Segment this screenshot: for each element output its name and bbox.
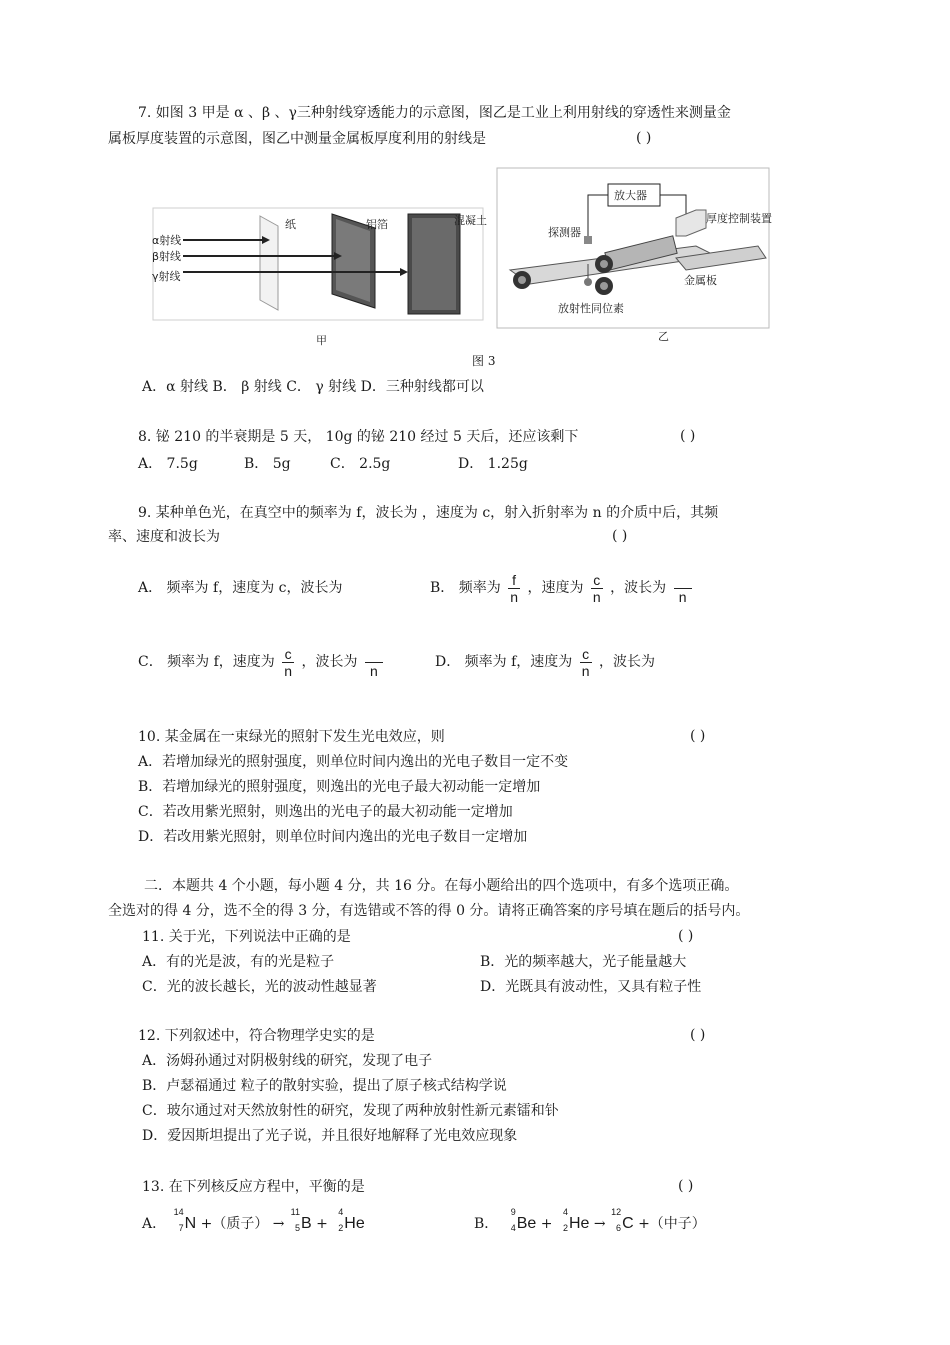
q9-c-freq-speed-label: C． 频率为 f，速度为 (138, 654, 275, 670)
q8-option-d: D． 1.25g (458, 456, 528, 472)
q12-option-b: B．卢瑟福通过 粒子的散射实验，提出了原子核式结构学说 (142, 1078, 507, 1094)
q8-answer-blank[interactable]: ( ) (680, 428, 696, 444)
foil-label: 铝箔 (366, 218, 388, 231)
element-symbol: N (184, 1215, 197, 1232)
atomic-number: 6 (616, 1223, 622, 1233)
denominator: n (370, 662, 378, 679)
q9-stem-line1: 9. 某种单色光，在真空中的频率为 f，波长为 ，速度为 c，射入折射率为 n 的介质中后，其频 (138, 505, 719, 521)
q11-option-c: C．光的波长越长，光的波动性越显著 (142, 979, 377, 995)
q9-d-speed-fraction (580, 646, 592, 679)
roller-left-axle (518, 276, 526, 284)
q9-b-freq-label: B． 频率为 (430, 580, 501, 596)
q11-option-b: B．光的频率越大，光子能量越大 (480, 954, 687, 970)
q13-b-product2: +（中子） (638, 1216, 706, 1232)
beta-label: β射线 (152, 250, 182, 263)
gamma-ray-arrow-icon (400, 268, 408, 276)
mass-number: 4 (338, 1207, 344, 1217)
q13-option-a (142, 1207, 365, 1234)
roller-bottom-axle (600, 282, 608, 290)
alpha-label: α射线 (152, 234, 182, 247)
nuclide-beryllium-9 (510, 1207, 537, 1234)
control-wire (660, 195, 686, 218)
q13-a-label: A． (142, 1216, 167, 1232)
plus-sign: + (316, 1216, 328, 1232)
q12-option-d: D．爱因斯坦提出了光子说，并且很好地解释了光电效应现象 (142, 1128, 518, 1144)
q12-option-c: C．玻尔通过对天然放射性的研究，发现了两种放射性新元素镭和钋 (142, 1103, 559, 1119)
q12-option-a: A．汤姆孙通过对阴极射线的研究，发现了电子 (142, 1053, 433, 1069)
denominator: n (678, 588, 687, 605)
q9-c-speed-fraction (282, 646, 294, 679)
nuclide-helium-4 (338, 1207, 365, 1234)
q8-option-a: A． 7.5g (138, 456, 198, 472)
mass-number: 9 (510, 1207, 516, 1217)
q13-answer-blank[interactable]: ( ) (678, 1178, 694, 1194)
atomic-number: 2 (338, 1223, 344, 1233)
q9-d-freq-speed-label: D． 频率为 f，速度为 (435, 654, 573, 670)
figure-jia (150, 200, 490, 350)
q13-stem: 13. 在下列核反应方程中，平衡的是 (142, 1179, 365, 1195)
reaction-arrow: → (593, 1216, 606, 1232)
q9-option-d (435, 640, 655, 684)
q7-answer-blank[interactable]: ( ) (636, 130, 652, 146)
element-symbol: He (344, 1215, 365, 1232)
figure-yi (496, 166, 776, 348)
q10-stem: 10. 某金属在一束绿光的照射下发生光电效应，则 (138, 729, 445, 745)
q9-d-wave-label: ，波长为 (599, 654, 656, 670)
nuclide-helium-4 (562, 1207, 590, 1234)
nuclide-boron-11 (290, 1207, 312, 1234)
element-symbol: He (568, 1215, 590, 1232)
q9-stem-line2: 率、速度和波长为 (108, 529, 220, 545)
figure-caption: 图 3 (472, 354, 496, 368)
q13-b-label: B． (474, 1216, 499, 1232)
q11-option-d: D．光既具有波动性，又具有粒子性 (480, 979, 702, 995)
amplifier-label: 放大器 (614, 189, 647, 202)
concrete-face (412, 218, 456, 310)
detector-label: 探测器 (548, 226, 581, 239)
q7-options: A．α 射线 B． β 射线 C． γ 射线 D．三种射线都可以 (142, 379, 484, 395)
nuclide-carbon-12 (611, 1207, 634, 1234)
isotope-label: 放射性同位素 (558, 302, 624, 315)
q9-option-a: A． 频率为 f，速度为 c，波长为 (138, 580, 343, 596)
q13-option-b (474, 1207, 706, 1234)
thickness-control-label: 厚度控制装置 (706, 212, 772, 225)
mass-number: 4 (562, 1207, 568, 1217)
q10-option-c: C．若改用紫光照射，则逸出的光电子的最大初动能一定增加 (138, 804, 513, 820)
concrete-label: 混凝土 (454, 214, 487, 227)
atomic-number: 7 (178, 1223, 184, 1233)
numerator: c (282, 646, 294, 663)
q12-stem: 12. 下列叙述中，符合物理学史实的是 (138, 1028, 375, 1044)
figure-yi-caption: 乙 (658, 330, 669, 343)
roller-top-axle (600, 260, 608, 268)
denominator: n (592, 588, 601, 605)
element-symbol: C (622, 1215, 634, 1232)
foil-face (336, 219, 370, 302)
q8-stem: 8. 铋 210 的半衰期是 5 天， 10g 的铋 210 经过 5 天后，还应该剩下 (138, 429, 579, 445)
numerator: c (580, 646, 592, 663)
q8-option-c: C． 2.5g (330, 456, 391, 472)
numerator: c (591, 572, 603, 589)
q9-b-speed-label: ，速度为 (527, 580, 584, 596)
section2-instructions-line1: 二．本题共 4 个小题，每小题 4 分，共 16 分。在每小题给出的四个选项中，有多个选项正确。 (144, 878, 739, 894)
q9-b-speed-fraction (591, 572, 603, 605)
paper-label: 纸 (285, 218, 296, 231)
q8-option-b: B． 5g (244, 456, 291, 472)
q9-c-wave-label: ，波长为 (301, 654, 358, 670)
plus-sign: + (540, 1216, 553, 1232)
q13-a-reactant2: +（质子） (200, 1216, 269, 1232)
thickness-control-device (676, 210, 706, 236)
q10-option-a: A．若增加绿光的照射强度，则单位时间内逸出的光电子数目一定不变 (138, 754, 569, 770)
section2-instructions-line2: 全选对的得 4 分，选不全的得 3 分，有选错或不答的得 0 分。请将正确答案的序号填在题后的括号内。 (108, 903, 750, 919)
detector-wire (588, 195, 608, 236)
atomic-number: 5 (294, 1223, 300, 1233)
q10-answer-blank[interactable]: ( ) (690, 728, 706, 744)
q7-stem-line1: 7. 如图 3 甲是 α 、β 、γ三种射线穿透能力的示意图，图乙是工业上利用射线的穿透性来测量金 (138, 105, 731, 121)
paper-sheet (260, 216, 278, 310)
q9-b-wave-fraction (674, 572, 692, 605)
isotope-source (584, 278, 592, 286)
gamma-label: γ射线 (152, 270, 181, 283)
reaction-arrow: → (272, 1216, 285, 1232)
mass-number: 12 (611, 1207, 622, 1217)
atomic-number: 2 (562, 1223, 568, 1233)
atomic-number: 4 (510, 1223, 516, 1233)
q7-stem-line2: 属板厚度装置的示意图，图乙中测量金属板厚度利用的射线是 (108, 131, 486, 147)
q9-option-c (138, 640, 386, 684)
q9-option-b (430, 566, 695, 610)
q12-answer-blank[interactable]: ( ) (690, 1027, 706, 1043)
detector-head (584, 236, 592, 244)
q10-option-b: B．若增加绿光的照射强度，则逸出的光电子最大初动能一定增加 (138, 779, 541, 795)
metal-plate-label: 金属板 (684, 274, 717, 287)
q11-answer-blank[interactable]: ( ) (678, 928, 694, 944)
mass-number: 14 (173, 1207, 184, 1217)
mass-number: 11 (290, 1207, 300, 1217)
element-symbol: B (300, 1215, 312, 1232)
q11-stem: 11. 关于光，下列说法中正确的是 (142, 929, 351, 945)
element-symbol: Be (516, 1215, 537, 1232)
q9-b-wave-label: ，波长为 (610, 580, 667, 596)
denominator: n (581, 662, 590, 679)
q10-option-d: D．若改用紫光照射，则单位时间内逸出的光电子数目一定增加 (138, 829, 528, 845)
denominator: n (284, 662, 293, 679)
figure-jia-caption: 甲 (316, 334, 327, 347)
q9-b-freq-fraction (508, 572, 520, 605)
numerator: f (508, 572, 520, 589)
denominator: n (510, 588, 518, 605)
nuclide-nitrogen-14 (173, 1207, 197, 1234)
q9-c-wave-fraction (365, 646, 383, 679)
q9-answer-blank[interactable]: ( ) (612, 528, 628, 544)
q11-option-a: A．有的光是波，有的光是粒子 (142, 954, 335, 970)
